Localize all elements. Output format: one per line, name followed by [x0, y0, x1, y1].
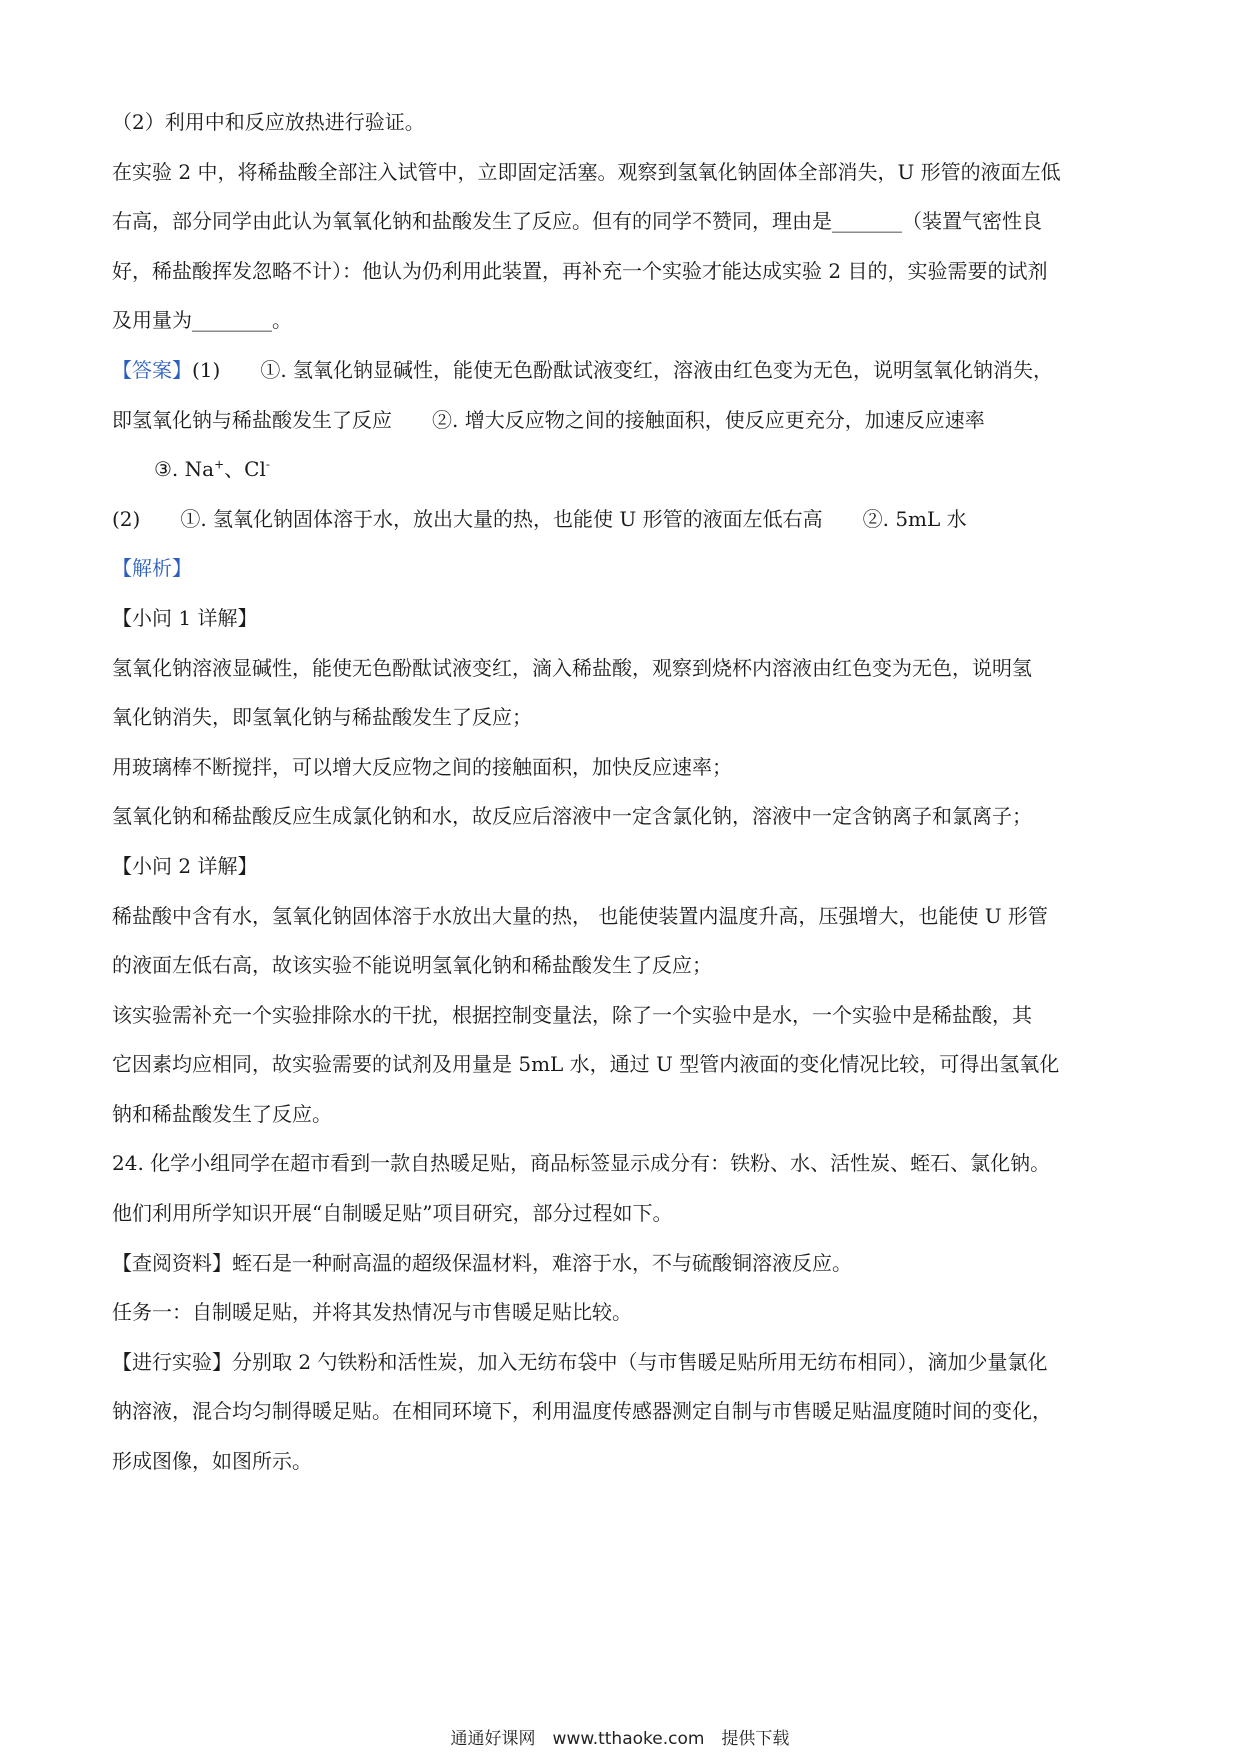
analysis-line: 氢氧化钠溶液显碱性，能使无色酚酞试液变红，滴入稀盐酸，观察到烧杯内溶液由红色变为无色，说明氢 [112, 655, 1032, 680]
paragraph-line: 右高，部分同学由此认为氧氧化钠和盐酸发生了反应。但有的同学不赞同，理由是_______（装置气密性良 [112, 209, 1042, 234]
paragraph-line: 及用量为________。 [112, 308, 292, 333]
answer-line-4: (2) ①. 氢氧化钠固体溶于水，放出大量的热，也能使 U 形管的液面左低右高 ②. 5mL 水 [112, 506, 967, 531]
analysis-line: 钠和稀盐酸发生了反应。 [112, 1101, 332, 1126]
paragraph-line: 在实验 2 中，将稀盐酸全部注入试管中，立即固定活塞。观察到氢氧化钠固体全部消失，U 形管的液面左低 [112, 159, 1061, 184]
sub1-title: 【小问 1 详解】 [112, 605, 258, 630]
analysis-tag: 【解析】 [112, 556, 192, 581]
superscript: - [265, 457, 270, 472]
answer-text: (1) ①. 氢氧化钠显碱性，能使无色酚酞试液变红，溶液由红色变为无色，说明氢氧化钠消失， [192, 357, 1054, 382]
answer-ion-na: ③. Na [154, 457, 215, 482]
question-24-line: 形成图像，如图所示。 [112, 1449, 312, 1474]
part2-heading: （2）利用中和反应放热进行验证。 [112, 110, 425, 134]
question-24-line: 他们利用所学知识开展“自制暖足贴”项目研究，部分过程如下。 [112, 1201, 673, 1226]
question-24-line: 【进行实验】分别取 2 勺铁粉和活性炭，加入无纺布袋中（与市售暖足贴所用无纺布相同），滴加少量氯化 [112, 1349, 1048, 1374]
question-24-line: 【查阅资料】蛭石是一种耐高温的超级保温材料，难溶于水，不与硫酸铜溶液反应。 [112, 1250, 852, 1275]
document-body [112, 98, 1132, 1487]
answer-line-1 [112, 346, 1132, 396]
analysis-line: 的液面左低右高，故该实验不能说明氢氧化钠和稀盐酸发生了反应； [112, 953, 712, 978]
analysis-line: 它因素均应相同，故实验需要的试剂及用量是 5mL 水，通过 U 型管内液面的变化情况比较，可得出氢氧化 [112, 1052, 1060, 1077]
analysis-line: 氧化钠消失，即氢氧化钠与稀盐酸发生了反应； [112, 705, 532, 730]
analysis-line: 稀盐酸中含有水，氢氧化钠固体溶于水放出大量的热， 也能使装置内温度升高，压强增大，也能使 U 形管 [112, 903, 1048, 928]
analysis-line: 用玻璃棒不断搅拌，可以增大反应物之间的接触面积，加快反应速率； [112, 754, 732, 779]
analysis-line: 氢氧化钠和稀盐酸反应生成氯化钠和水，故反应后溶液中一定含氯化钠，溶液中一定含钠离子和氯离子； [112, 804, 1032, 829]
page-footer: 通通好课网 www.tthaoke.com 提供下载 [450, 1729, 790, 1749]
question-24-line: 钠溶液，混合均匀制得暖足贴。在相同环境下，利用温度传感器测定自制与市售暖足贴温度随时间的变化， [112, 1399, 1052, 1424]
answer-line-2: 即氢氧化钠与稀盐酸发生了反应 ②. 增大反应物之间的接触面积，使反应更充分，加速反应速率 [112, 407, 985, 432]
sub2-title: 【小问 2 详解】 [112, 853, 258, 878]
analysis-line: 该实验需补充一个实验排除水的干扰，根据控制变量法，除了一个实验中是水，一个实验中是稀盐酸，其 [112, 1002, 1032, 1027]
paragraph-line: 好，稀盐酸挥发忽略不计）：他认为仍利用此装置，再补充一个实验才能达成实验 2 目的，实验需要的试剂 [112, 258, 1048, 283]
answer-ion-cl: 、Cl [224, 457, 266, 482]
answer-line-3 [112, 445, 1132, 495]
answer-tag: 【答案】 [112, 357, 192, 382]
superscript: + [214, 457, 225, 472]
question-24-line: 任务一：自制暖足贴，并将其发热情况与市售暖足贴比较。 [112, 1300, 632, 1325]
question-24-line: 24. 化学小组同学在超市看到一款自热暖足贴，商品标签显示成分有：铁粉、水、活性炭、蛭石、氯化钠。 [112, 1151, 1051, 1176]
